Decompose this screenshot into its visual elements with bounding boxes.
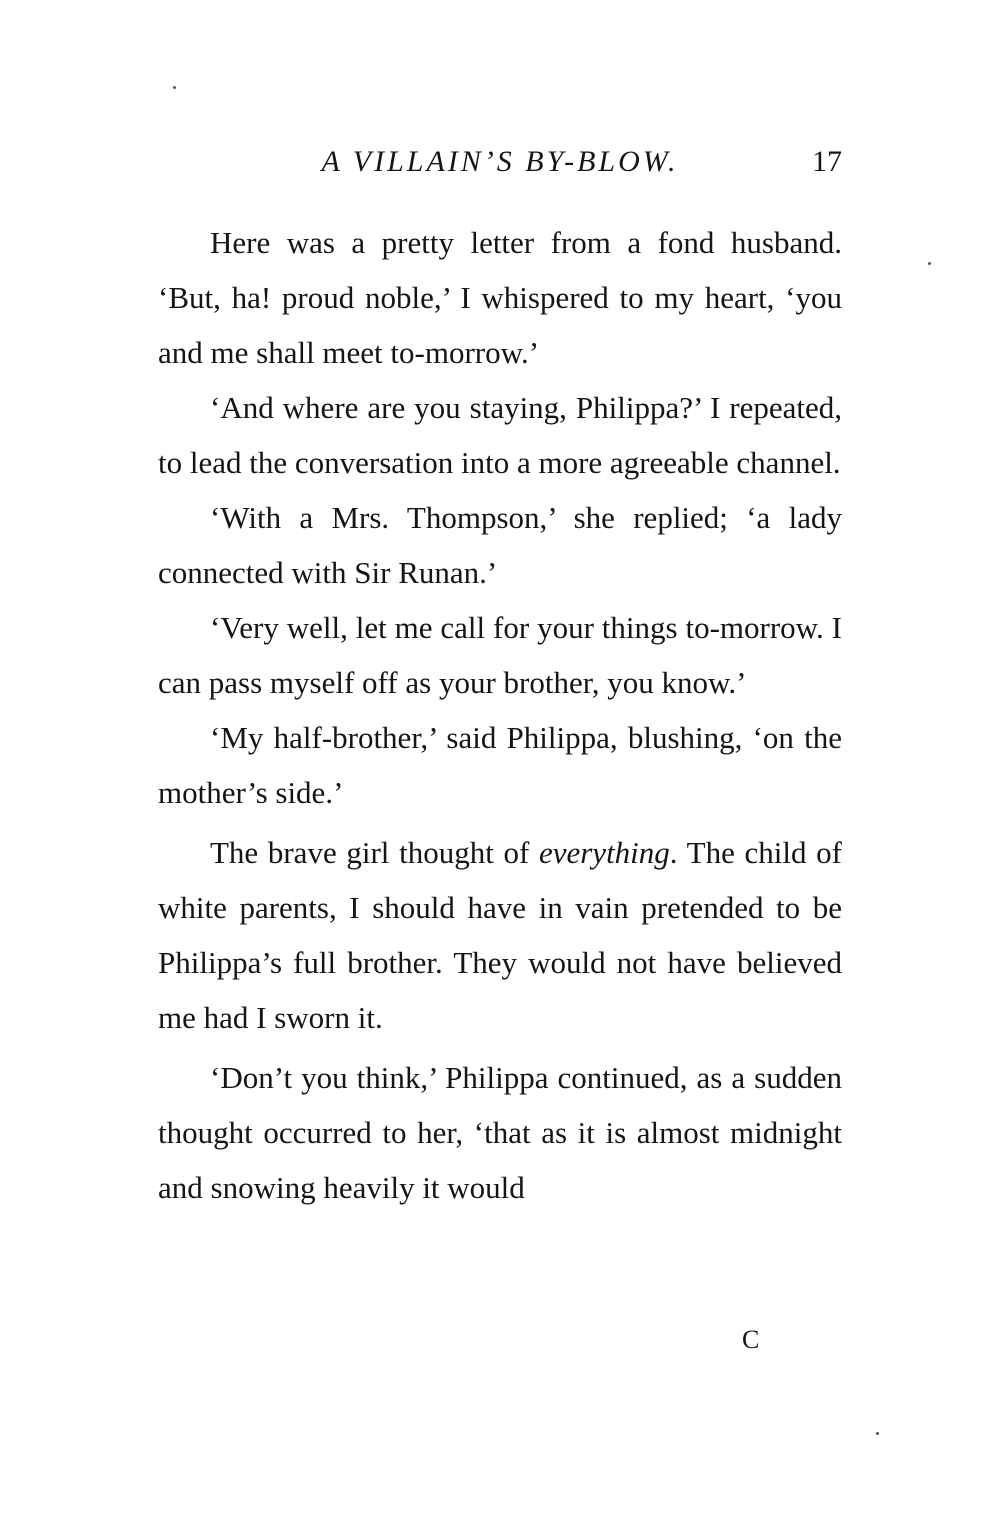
body-text	[158, 215, 842, 1215]
ink-speck	[928, 262, 931, 265]
page-number: 17	[812, 145, 842, 178]
paragraph-5: ‘My half-brother,’ said Philippa, blushing, ‘on the mother’s side.’	[158, 720, 842, 810]
paragraph-6-emphasis: everything	[538, 835, 670, 870]
running-title: A VILLAIN’S BY-BLOW.	[321, 145, 679, 178]
paragraph-4: ‘Very well, let me call for your things to-morrow. I can pass myself off as your brother, you know.’	[158, 610, 842, 700]
signature-mark: C	[742, 1325, 760, 1354]
paragraph-6	[158, 825, 842, 1045]
page-header	[158, 140, 842, 184]
paragraph-1: Here was a pretty letter from a fond husband. ‘But, ha! proud noble,’ I whispered to my heart, ‘you and me shall meet to-morrow.’	[158, 225, 842, 370]
ink-speck	[876, 1432, 879, 1435]
paragraph-6-end: . The child of white parents, I should have in vain pretended to be Philippa’s full brother. They would not have believed me had I sworn it.	[158, 835, 842, 1035]
paragraph-3: ‘With a Mrs. Thompson,’ she replied; ‘a lady connected with Sir Runan.’	[158, 500, 842, 590]
paragraph-7: ‘Don’t you think,’ Philippa continued, as a sudden thought occurred to her, ‘that as it is almost midnight and snowing heavily it would	[158, 1060, 842, 1205]
ink-speck	[173, 86, 176, 89]
paragraph-2: ‘And where are you staying, Philippa?’ I repeated, to lead the conversation into a more agreeable channel.	[158, 390, 842, 480]
paragraph-6-start: The brave girl thought of	[210, 835, 539, 870]
